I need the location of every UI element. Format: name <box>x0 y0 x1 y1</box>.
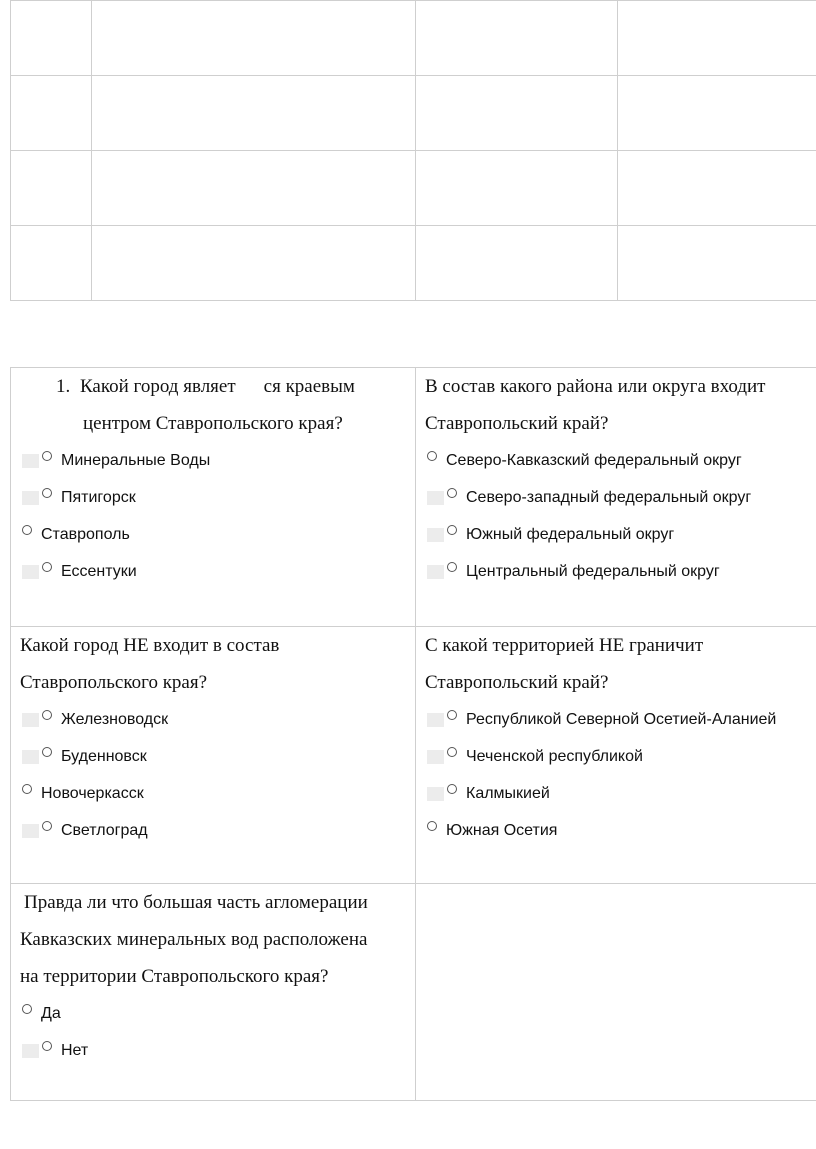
question-cell-3 <box>11 627 416 884</box>
question-number: 1. <box>56 376 71 397</box>
radio-button[interactable] <box>447 525 457 535</box>
option-label: Южный федеральный округ <box>466 525 675 543</box>
radio-button[interactable] <box>447 784 457 794</box>
placeholder-box <box>427 713 444 727</box>
options-list <box>416 701 816 849</box>
options-list <box>11 995 415 1069</box>
radio-button[interactable] <box>42 821 52 831</box>
radio-button[interactable] <box>447 710 457 720</box>
radio-button[interactable] <box>22 1004 32 1014</box>
table-cell <box>416 226 618 301</box>
table-row <box>11 627 816 884</box>
placeholder-box <box>22 565 39 579</box>
question-line: на территории Ставропольского края? <box>20 966 329 987</box>
option-label: Ессентуки <box>61 562 137 580</box>
table-row <box>11 151 816 226</box>
option-label: Южная Осетия <box>446 821 558 839</box>
radio-button[interactable] <box>427 821 437 831</box>
option-label: Ставрополь <box>41 525 130 543</box>
placeholder-box <box>22 1044 39 1058</box>
question-text <box>11 368 415 442</box>
answer-option[interactable] <box>427 775 816 812</box>
answer-option[interactable] <box>427 479 816 516</box>
table-cell <box>11 151 92 226</box>
radio-button[interactable] <box>447 488 457 498</box>
question-line: Ставропольского края? <box>20 672 208 693</box>
table-cell <box>11 1 92 76</box>
answer-option[interactable] <box>427 812 816 849</box>
options-list <box>11 442 415 590</box>
question-line: Какой город НЕ входит в состав <box>20 635 280 656</box>
answer-option[interactable] <box>22 701 415 738</box>
answer-option[interactable] <box>22 1032 415 1069</box>
question-line: Какой город являет <box>80 376 236 397</box>
question-line: Кавказских минеральных вод расположена <box>20 929 368 950</box>
answer-option[interactable] <box>22 516 415 553</box>
table-row <box>11 226 816 301</box>
answer-option[interactable] <box>22 738 415 775</box>
option-label: Буденновск <box>61 747 147 765</box>
radio-button[interactable] <box>42 451 52 461</box>
answer-option[interactable] <box>427 442 816 479</box>
answer-option[interactable] <box>22 479 415 516</box>
option-label: Чеченской республикой <box>466 747 643 765</box>
table-row <box>11 1 816 76</box>
option-label: Минеральные Воды <box>61 451 211 469</box>
option-label: Центральный федеральный округ <box>466 562 720 580</box>
table-row <box>11 884 816 1101</box>
question-line: В состав какого района или округа входит <box>425 376 766 397</box>
radio-button[interactable] <box>42 562 52 572</box>
question-line: Ставропольский край? <box>425 413 609 434</box>
placeholder-box <box>22 824 39 838</box>
option-label: Светлоград <box>61 821 148 839</box>
table-cell <box>416 151 618 226</box>
table-cell <box>618 226 816 301</box>
question-cell-1 <box>11 368 416 627</box>
placeholder-box <box>22 454 39 468</box>
question-line: центром Ставропольского края? <box>83 413 343 434</box>
placeholder-box <box>427 491 444 505</box>
radio-button[interactable] <box>42 747 52 757</box>
table-cell <box>11 76 92 151</box>
answer-option[interactable] <box>22 812 415 849</box>
radio-button[interactable] <box>22 784 32 794</box>
answer-option[interactable] <box>427 516 816 553</box>
quiz-table <box>10 367 816 1101</box>
table-cell <box>11 226 92 301</box>
radio-button[interactable] <box>42 710 52 720</box>
answer-option[interactable] <box>22 995 415 1032</box>
option-label: Республикой Северной Осетией-Аланией <box>466 710 777 728</box>
question-text <box>11 627 415 701</box>
option-label: Калмыкией <box>466 784 550 802</box>
question-cell-5 <box>11 884 416 1101</box>
table-cell <box>618 1 816 76</box>
answer-option[interactable] <box>427 553 816 590</box>
placeholder-box <box>427 528 444 542</box>
radio-button[interactable] <box>447 747 457 757</box>
placeholder-box <box>22 491 39 505</box>
option-label: Пятигорск <box>61 488 136 506</box>
placeholder-box <box>427 750 444 764</box>
question-line: ся краевым <box>263 376 355 397</box>
empty-cell <box>416 884 816 1101</box>
table-cell <box>618 151 816 226</box>
option-label: Нет <box>61 1041 89 1059</box>
radio-button[interactable] <box>22 525 32 535</box>
table-cell <box>618 76 816 151</box>
answer-option[interactable] <box>427 738 816 775</box>
table-cell <box>92 226 416 301</box>
question-cell-4 <box>416 627 816 884</box>
question-line: Правда ли что большая часть агломерации <box>24 892 368 913</box>
answer-option[interactable] <box>427 701 816 738</box>
table-cell <box>416 1 618 76</box>
radio-button[interactable] <box>427 451 437 461</box>
table-row <box>11 368 816 627</box>
placeholder-box <box>427 787 444 801</box>
option-label: Новочеркасск <box>41 784 144 802</box>
option-label: Железноводск <box>61 710 169 728</box>
radio-button[interactable] <box>447 562 457 572</box>
table-row <box>11 76 816 151</box>
option-label: Северо-Кавказский федеральный округ <box>446 451 742 469</box>
placeholder-box <box>427 565 444 579</box>
options-list <box>11 701 415 849</box>
empty-grid-table <box>10 0 816 301</box>
answer-option[interactable] <box>22 553 415 590</box>
table-cell <box>416 76 618 151</box>
answer-option[interactable] <box>22 442 415 479</box>
answer-option[interactable] <box>22 775 415 812</box>
placeholder-box <box>22 713 39 727</box>
option-label: Северо-западный федеральный округ <box>466 488 752 506</box>
question-text <box>416 627 816 701</box>
question-text <box>11 884 415 995</box>
question-text <box>416 368 816 442</box>
table-cell <box>92 76 416 151</box>
table-cell <box>92 151 416 226</box>
table-cell <box>92 1 416 76</box>
question-line: Ставропольский край? <box>425 672 609 693</box>
question-cell-2 <box>416 368 816 627</box>
options-list <box>416 442 816 590</box>
radio-button[interactable] <box>42 488 52 498</box>
radio-button[interactable] <box>42 1041 52 1051</box>
placeholder-box <box>22 750 39 764</box>
question-line: С какой территорией НЕ граничит <box>425 635 704 656</box>
option-label: Да <box>41 1004 61 1022</box>
